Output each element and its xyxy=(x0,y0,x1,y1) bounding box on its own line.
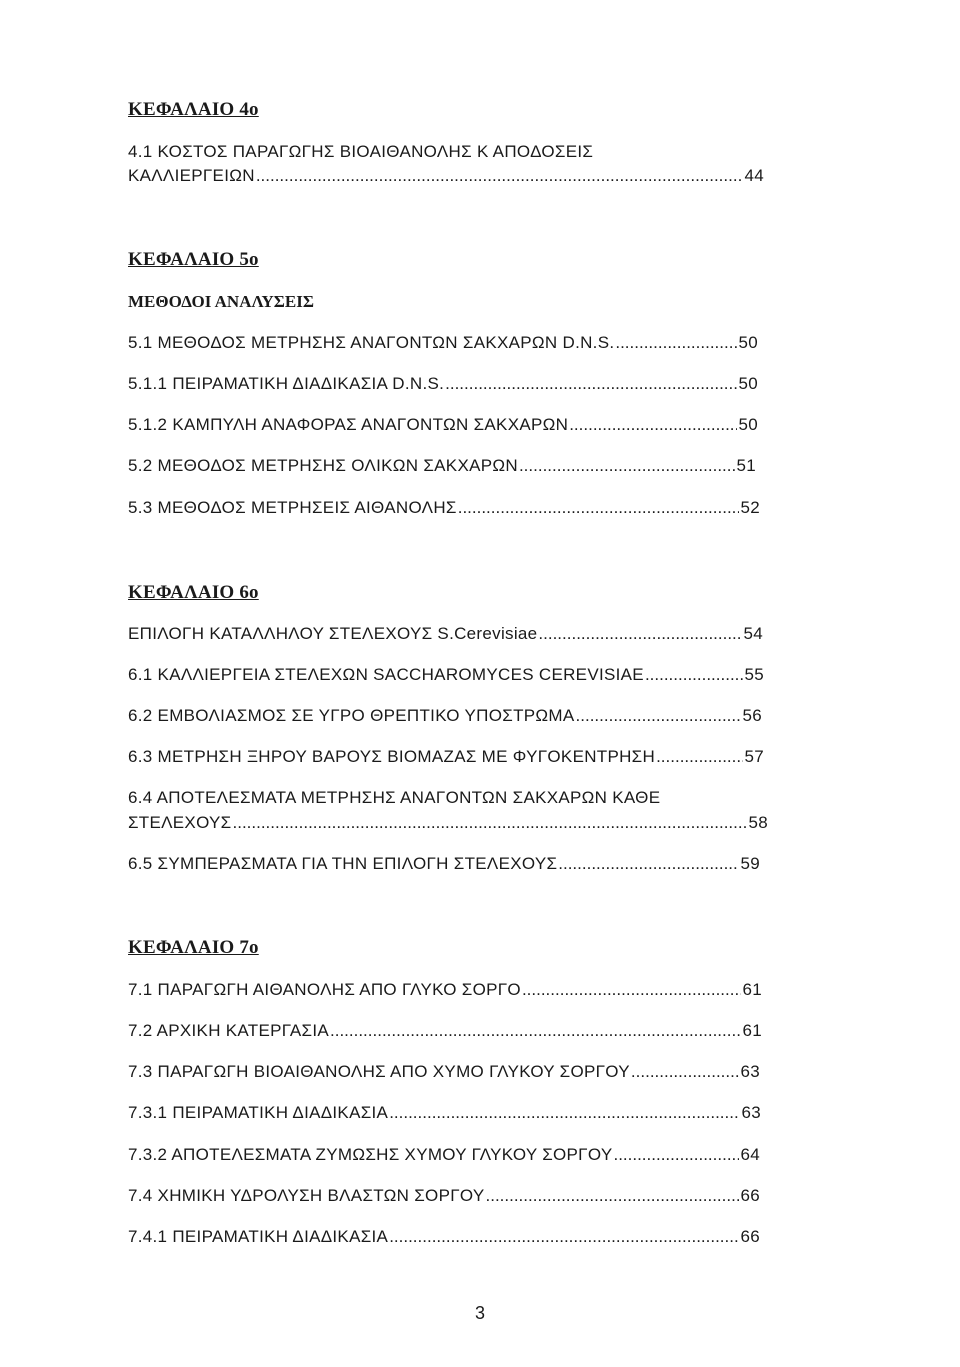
toc-entry xyxy=(128,333,758,353)
toc-entry xyxy=(128,374,758,394)
toc-entry-page: 50 xyxy=(738,333,758,352)
toc-entry-title: 7.3 ΠΑΡΑΓΩΓΗ ΒΙΟΑΙΘΑΝΟΛΗΣ ΑΠΟ ΧΥΜΟ ΓΛΥΚΟΥ ΣΟΡΓΟΥ xyxy=(128,1062,630,1081)
toc-entry xyxy=(128,1021,762,1041)
dot-leader xyxy=(389,1103,740,1123)
toc-entry-title: 7.3.2 ΑΠΟΤΕΛΕΣΜΑΤΑ ΖΥΜΩΣΗΣ ΧΥΜΟΥ ΓΛΥΚΟΥ ΣΟΡΓΟΥ xyxy=(128,1145,613,1164)
dot-leader xyxy=(233,813,748,833)
toc-entry-page: 64 xyxy=(740,1145,760,1164)
toc-entry-page: 61 xyxy=(742,1021,762,1040)
toc-entry-title: 5.1.2 ΚΑΜΠΥΛΗ ΑΝΑΦΟΡΑΣ ΑΝΑΓΟΝΤΩΝ ΣΑΚΧΑΡΩΝ xyxy=(128,415,569,434)
toc-entry-title: 7.4 ΧΗΜΙΚΗ ΥΔΡΟΛΥΣΗ ΒΛΑΣΤΩΝ ΣΟΡΓΟΥ xyxy=(128,1186,485,1205)
toc-entry-title: 6.1 ΚΑΛΛΙΕΡΓΕΙΑ ΣΤΕΛΕΧΩΝ SACCHAROMYCES CEREVISIAE xyxy=(128,665,644,684)
dot-leader xyxy=(330,1021,741,1041)
toc-entry xyxy=(128,665,764,685)
toc-entry xyxy=(128,1103,761,1123)
toc-entry xyxy=(128,1186,760,1206)
toc-entry xyxy=(128,980,762,1000)
dot-leader xyxy=(458,498,740,518)
toc-entry-page: 52 xyxy=(740,498,760,517)
dot-leader xyxy=(519,456,736,476)
toc-entry-page: 50 xyxy=(738,415,758,434)
dot-leader xyxy=(445,374,737,394)
toc-entry-page: 66 xyxy=(740,1186,760,1205)
dot-leader xyxy=(256,166,744,186)
toc-entry xyxy=(128,415,758,435)
toc-entry xyxy=(128,854,760,874)
toc-entry-title: 5.1 ΜΕΘΟΔΟΣ ΜΕΤΡΗΣΗΣ ΑΝΑΓΟΝΤΩΝ ΣΑΚΧΑΡΩΝ D.N.S. xyxy=(128,333,615,352)
toc-entry-page: 66 xyxy=(740,1227,760,1246)
dot-leader xyxy=(522,980,742,1000)
toc-entry-title: ΣΤΕΛΕΧΟΥΣ xyxy=(128,813,232,832)
toc-entry-page: 56 xyxy=(742,706,762,725)
toc-entry-4-1-line2 xyxy=(128,166,764,186)
chapter-6-heading: ΚΕΦΑΛΑΙΟ 6ο xyxy=(128,582,259,603)
toc-entry xyxy=(128,1227,760,1247)
toc-entry-6-4-line1: 6.4 ΑΠΟΤΕΛΕΣΜΑΤΑ ΜΕΤΡΗΣΗΣ ΑΝΑΓΟΝΤΩΝ ΣΑΚΧΑΡΩΝ ΚΑΘΕ xyxy=(128,788,661,807)
dot-leader xyxy=(615,333,737,353)
toc-entry-title: 7.1 ΠΑΡΑΓΩΓΗ ΑΙΘΑΝΟΛΗΣ ΑΠΟ ΓΛΥΚΟ ΣΟΡΓΟ xyxy=(128,980,521,999)
toc-entry xyxy=(128,624,763,644)
toc-entry-title: ΕΠΙΛΟΓΗ ΚΑΤΑΛΛΗΛΟΥ ΣΤΕΛΕΧΟΥΣ S.Cerevisiae xyxy=(128,624,538,643)
dot-leader xyxy=(631,1062,740,1082)
toc-entry-title: 6.3 ΜΕΤΡΗΣΗ ΞΗΡΟΥ ΒΑΡΟΥΣ ΒΙΟΜΑΖΑΣ ΜΕ ΦΥΓΟΚΕΝΤΡΗΣΗ xyxy=(128,747,656,766)
toc-entry xyxy=(128,456,756,476)
toc-entry-title: ΚΑΛΛΙΕΡΓΕΙΩΝ xyxy=(128,166,255,185)
toc-entry-page: 50 xyxy=(738,374,758,393)
toc-entry-title: 5.2 ΜΕΘΟΔΟΣ ΜΕΤΡΗΣΗΣ ΟΛΙΚΩΝ ΣΑΚΧΑΡΩΝ xyxy=(128,456,518,475)
toc-entry-title: 5.3 ΜΕΘΟΔΟΣ ΜΕΤΡΗΣΕΙΣ ΑΙΘΑΝΟΛΗΣ xyxy=(128,498,457,517)
dot-leader xyxy=(569,415,737,435)
toc-entry-6-4-line2 xyxy=(128,813,768,833)
toc-entry-page: 44 xyxy=(744,166,764,185)
toc-entry-title: 6.2 ΕΜΒΟΛΙΑΣΜΟΣ ΣΕ ΥΓΡΟ ΘΡΕΠΤΙΚΟ ΥΠΟΣΤΡΩΜΑ xyxy=(128,706,575,725)
dot-leader xyxy=(558,854,739,874)
dot-leader xyxy=(613,1145,739,1165)
chapter-5-heading: ΚΕΦΑΛΑΙΟ 5ο xyxy=(128,249,259,270)
chapter-7-heading: ΚΕΦΑΛΑΙΟ 7ο xyxy=(128,937,259,958)
toc-entry-page: 59 xyxy=(740,854,760,873)
dot-leader xyxy=(576,706,742,726)
dot-leader xyxy=(389,1227,739,1247)
page-number: 3 xyxy=(474,1303,485,1323)
toc-entry xyxy=(128,1062,760,1082)
toc-entry xyxy=(128,747,764,767)
toc-entry-title: 7.3.1 ΠΕΙΡΑΜΑΤΙΚΗ ΔΙΑΔΙΚΑΣΙΑ xyxy=(128,1103,389,1122)
chapter-4-heading: ΚΕΦΑΛΑΙΟ 4ο xyxy=(128,99,259,120)
toc-entry-page: 61 xyxy=(742,980,762,999)
toc-entry-page: 51 xyxy=(736,456,756,475)
toc-entry-page: 54 xyxy=(743,624,763,643)
toc-entry-title: 6.5 ΣΥΜΠΕΡΑΣΜΑΤΑ ΓΙΑ ΤΗΝ ΕΠΙΛΟΓΗ ΣΤΕΛΕΧΟΥΣ xyxy=(128,854,558,873)
toc-entry-page: 58 xyxy=(748,813,768,832)
dot-leader xyxy=(486,1186,740,1206)
toc-entry xyxy=(128,498,760,518)
toc-entry xyxy=(128,706,762,726)
toc-entry xyxy=(128,1145,760,1165)
dot-leader xyxy=(656,747,743,767)
dot-leader xyxy=(538,624,742,644)
chapter-5-subheading: ΜΕΘΟΔΟΙ ΑΝΑΛΥΣΕΙΣ xyxy=(128,292,314,311)
toc-entry-title: 7.2 ΑΡΧΙΚΗ ΚΑΤΕΡΓΑΣΙΑ xyxy=(128,1021,329,1040)
toc-entry-title: 5.1.1 ΠΕΙΡΑΜΑΤΙΚΗ ΔΙΑΔΙΚΑΣΙΑ D.N.S. xyxy=(128,374,445,393)
toc-entry-page: 63 xyxy=(741,1103,761,1122)
toc-entry-page: 55 xyxy=(744,665,764,684)
dot-leader xyxy=(645,665,744,685)
toc-entry-4-1-line1: 4.1 ΚΟΣΤΟΣ ΠΑΡΑΓΩΓΗΣ ΒΙΟΑΙΘΑΝΟΛΗΣ Κ ΑΠΟΔΟΣΕΙΣ xyxy=(128,142,594,161)
toc-entry-page: 63 xyxy=(740,1062,760,1081)
toc-entry-title: 7.4.1 ΠΕΙΡΑΜΑΤΙΚΗ ΔΙΑΔΙΚΑΣΙΑ xyxy=(128,1227,389,1246)
toc-entry-page: 57 xyxy=(744,747,764,766)
